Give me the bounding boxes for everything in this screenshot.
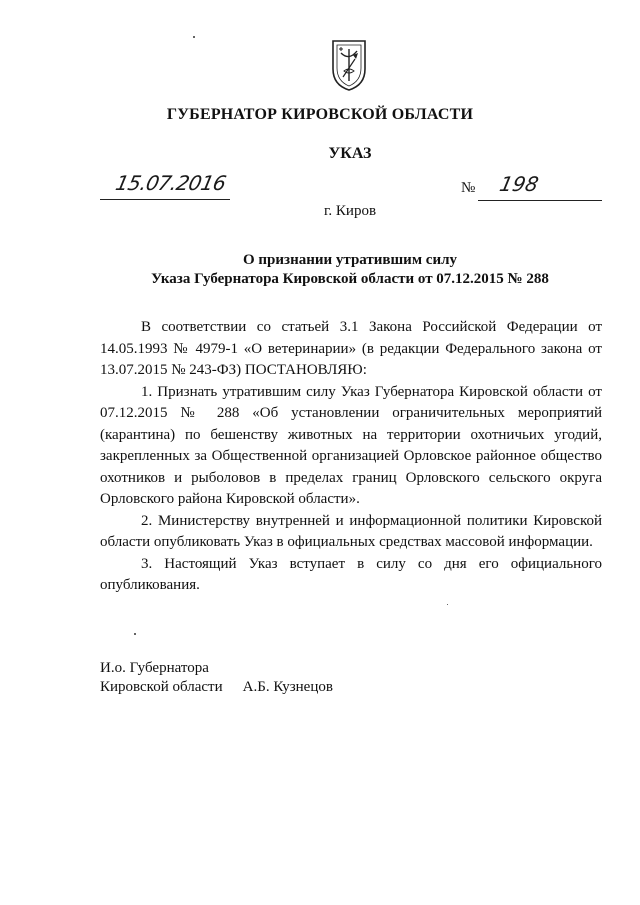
scan-speck bbox=[193, 36, 195, 38]
item-3-paragraph: 3. Настоящий Указ вступает в силу со дня его официального опубликования. bbox=[100, 555, 602, 593]
scan-speck bbox=[134, 633, 136, 635]
handwritten-number: 198 bbox=[497, 172, 541, 196]
document-type: УКАЗ bbox=[328, 145, 372, 162]
item-1-paragraph: 1. Признать утратившим силу Указ Губернатора Кировской области от 07.12.2015 № 288 «Об установлении ограничительных мероприятий (карантина) по бешенству животных на территории охотничьих угодий, закрепленных за Общественной организацией Орловское районное общество охотников и рыболовов в пределах границ Орловского сельского округа Орловского района Кировской области». bbox=[100, 383, 602, 507]
preamble-paragraph: В соответствии со статьей 3.1 Закона Российской Федерации от 14.05.1993 № 4979-1 «О ветеринарии» (в редакции Федерального закона от 13.07.2015 № 243-ФЗ) ПОСТАНОВЛЯЮ: bbox=[100, 319, 602, 378]
number-label: № bbox=[461, 180, 476, 196]
signatory-position-line-2 bbox=[100, 678, 333, 697]
issuing-authority: ГУБЕРНАТОР КИРОВСКОЙ ОБЛАСТИ bbox=[166, 106, 474, 123]
signatory-position-line-1: И.о. Губернатора bbox=[100, 660, 209, 676]
decree-body bbox=[100, 317, 602, 597]
date-underline bbox=[100, 199, 230, 200]
number-underline bbox=[478, 200, 602, 201]
subject-line-2: Указа Губернатора Кировской области от 07.12.2015 № 288 bbox=[151, 271, 549, 287]
handwritten-date: 15.07.2016 bbox=[113, 171, 229, 195]
signature-block bbox=[100, 659, 333, 697]
signatory-name: А.Б. Кузнецов bbox=[242, 679, 333, 695]
coat-of-arms-icon bbox=[327, 37, 371, 93]
scan-speck bbox=[447, 604, 448, 605]
city: г. Киров bbox=[323, 203, 377, 219]
subject-line-1: О признании утратившим силу bbox=[243, 252, 457, 268]
signatory-position: Кировской области bbox=[100, 679, 223, 695]
decree-subject bbox=[0, 251, 640, 289]
item-2-paragraph: 2. Министерству внутренней и информационной политики Кировской области опубликовать Указ в официальных средствах массовой информации. bbox=[100, 512, 602, 550]
